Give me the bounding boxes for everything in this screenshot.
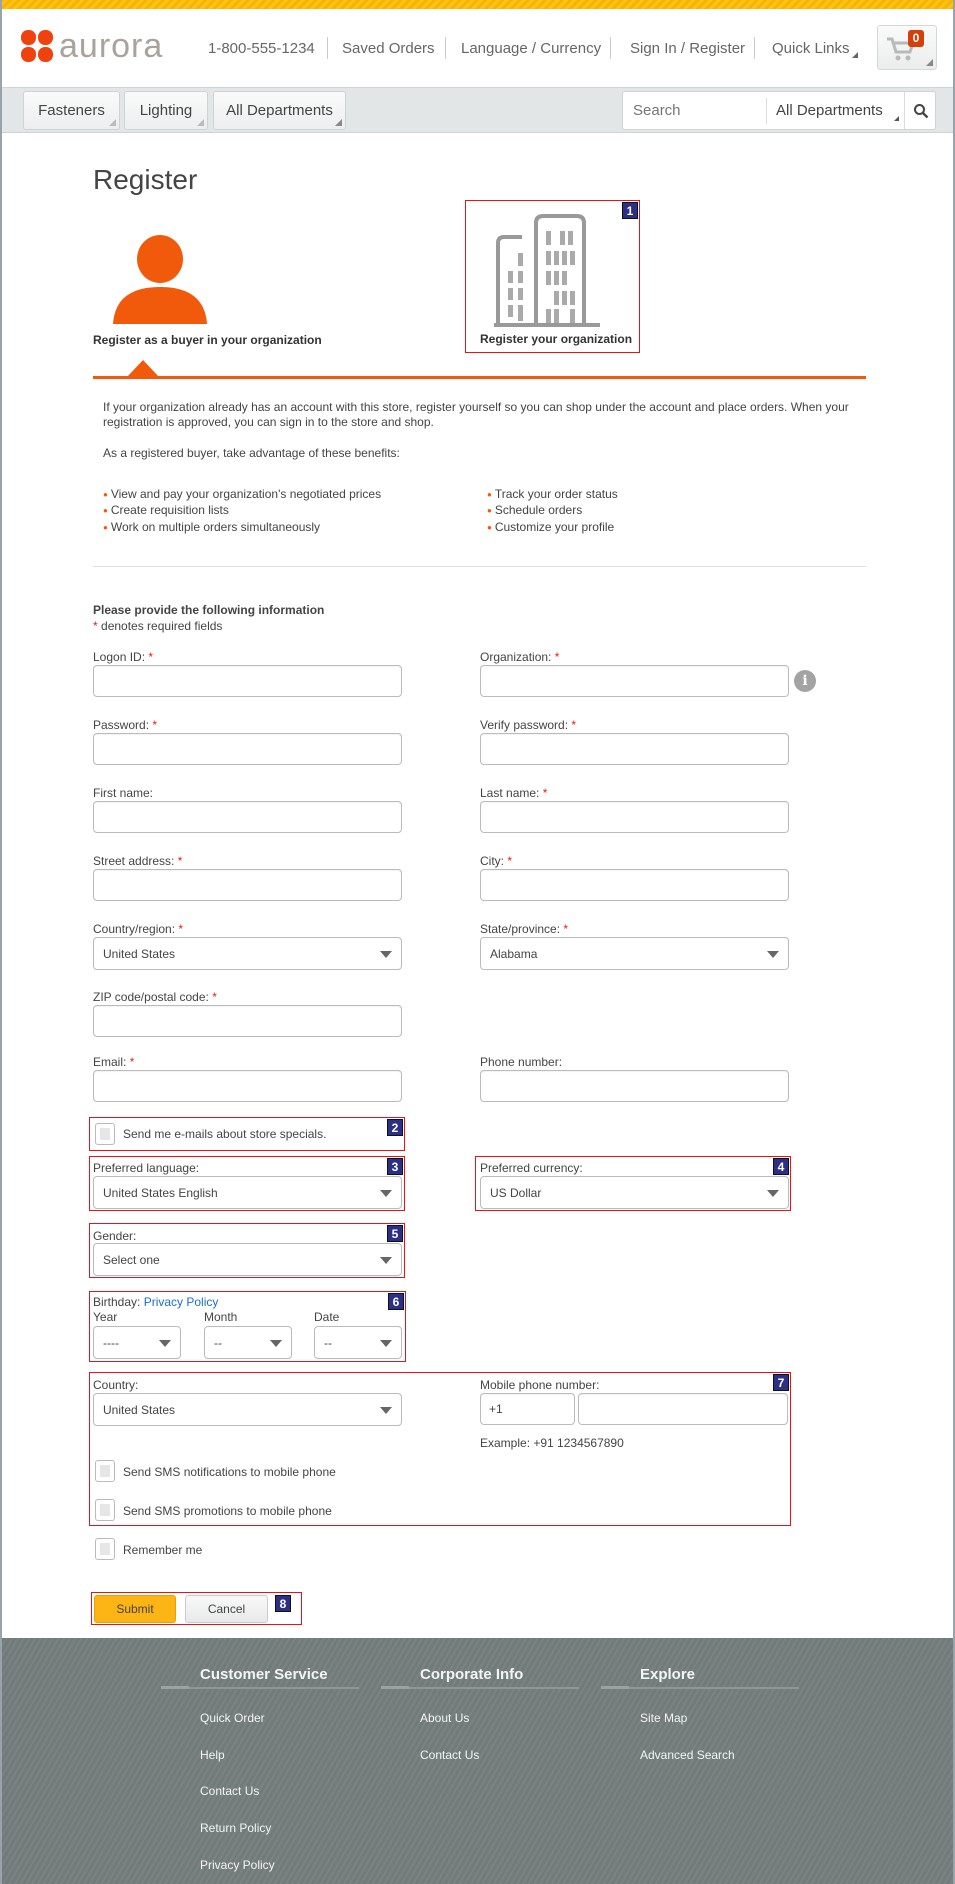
footer-divider: [601, 1687, 799, 1689]
phone-input[interactable]: [480, 1070, 789, 1102]
form-heading: Please provide the following information: [93, 603, 325, 617]
footer-link-quick-order[interactable]: Quick Order: [200, 1711, 265, 1725]
state-select[interactable]: Alabama: [480, 937, 789, 970]
street-address-label: Street address: *: [93, 854, 183, 868]
chevron-down-icon: [380, 1190, 392, 1197]
mobile-country-code-input[interactable]: [480, 1393, 575, 1425]
quick-links-caret-icon: [852, 52, 858, 58]
verify-password-label: Verify password: *: [480, 718, 577, 732]
city-input[interactable]: [480, 869, 789, 901]
caret-icon: [109, 119, 116, 126]
benefit-item: ● Schedule orders: [487, 503, 582, 517]
annotation-badge: 3: [387, 1158, 403, 1175]
register-buyer-option[interactable]: [93, 225, 333, 355]
phone-number: 1-800-555-1234: [208, 40, 315, 57]
logo-icon: [20, 29, 54, 63]
last-name-label: Last name: *: [480, 786, 548, 800]
intro-text: If your organization already has an account with this store, register yourself so you can shop under the account and place orders. When your registration is approved, you can sign in to the store and shop.: [103, 400, 849, 429]
benefit-item: ● Work on multiple orders simultaneously: [103, 520, 320, 534]
mobile-number-input[interactable]: [578, 1393, 788, 1425]
footer-link-contact-us[interactable]: Contact Us: [200, 1784, 260, 1798]
benefit-item: ● Create requisition lists: [103, 503, 229, 517]
month-select[interactable]: --: [204, 1326, 292, 1359]
footer-divider: [161, 1687, 359, 1689]
caret-icon: [894, 116, 899, 121]
last-name-input[interactable]: [480, 801, 789, 833]
organization-input[interactable]: [480, 665, 789, 697]
register-buyer-label: Register as a buyer in your organization: [93, 333, 322, 347]
divider: [754, 37, 755, 59]
quick-links-menu[interactable]: Quick Links: [772, 40, 850, 57]
saved-orders-link[interactable]: Saved Orders: [342, 40, 435, 57]
date-select[interactable]: --: [314, 1326, 402, 1359]
department-fasteners[interactable]: [23, 91, 120, 130]
year-select[interactable]: ----: [93, 1326, 181, 1359]
footer-divider: [381, 1687, 579, 1689]
sms-promotions-checkbox[interactable]: [95, 1499, 115, 1521]
section-divider: [93, 566, 866, 567]
footer-link-help[interactable]: Help: [200, 1748, 225, 1762]
footer-link-return-policy[interactable]: Return Policy: [200, 1821, 272, 1835]
register-organization-option[interactable]: [465, 200, 640, 353]
chevron-down-icon: [767, 1190, 779, 1197]
street-address-input[interactable]: [93, 869, 402, 901]
state-label: State/province: *: [480, 922, 569, 936]
country-region-label: Country/region: *: [93, 922, 184, 936]
caret-icon: [197, 119, 204, 126]
department-label: Fasteners: [38, 102, 105, 119]
building-icon: [494, 213, 602, 327]
sms-notifications-checkbox[interactable]: [95, 1460, 115, 1482]
cart-count-badge: 0: [908, 30, 924, 47]
search-input[interactable]: [623, 92, 765, 129]
search-bar: [622, 91, 936, 130]
footer-link-about-us[interactable]: About Us: [420, 1711, 470, 1725]
benefit-item: ● View and pay your organization's negotiated prices: [103, 487, 381, 501]
department-label: Lighting: [139, 102, 193, 119]
chevron-down-icon: [380, 1257, 392, 1264]
month-label: Month: [204, 1310, 238, 1324]
password-input[interactable]: [93, 733, 402, 765]
gender-select[interactable]: Select one: [93, 1243, 402, 1276]
mobile-example-text: Example: +91 1234567890: [480, 1436, 624, 1450]
organization-label: Organization: *: [480, 650, 560, 664]
annotation-badge: 4: [773, 1158, 789, 1175]
logo-text: aurora: [59, 27, 164, 65]
city-label: City: *: [480, 854, 513, 868]
divider: [766, 98, 767, 124]
chevron-down-icon: [270, 1340, 282, 1347]
remember-me-checkbox[interactable]: [95, 1538, 115, 1560]
divider: [327, 37, 328, 59]
cart-caret-icon: [926, 59, 933, 66]
caret-icon: [335, 119, 342, 126]
register-organization-label: Register your organization: [480, 332, 633, 346]
divider: [904, 92, 905, 129]
send-emails-checkbox[interactable]: [95, 1123, 115, 1145]
cart-button[interactable]: [877, 25, 937, 70]
divider: [445, 37, 446, 59]
annotation-badge: 7: [773, 1374, 789, 1391]
logon-id-label: Logon ID: *: [93, 650, 154, 664]
selected-tab-arrow: [127, 360, 159, 377]
footer-heading: Customer Service: [200, 1666, 328, 1683]
zip-label: ZIP code/postal code: *: [93, 990, 217, 1004]
year-label: Year: [93, 1310, 118, 1324]
preferred-language-label: Preferred language:: [93, 1161, 200, 1175]
person-icon: [111, 235, 209, 325]
annotation-badge: 8: [275, 1595, 291, 1612]
selected-tab-indicator: [93, 376, 866, 379]
footer-heading: Explore: [640, 1666, 696, 1683]
department-all[interactable]: [213, 91, 346, 130]
footer-heading: Corporate Info: [420, 1666, 524, 1683]
preferred-currency-label: Preferred currency:: [480, 1161, 583, 1175]
first-name-label: First name:: [93, 786, 154, 800]
annotation-badge: 1: [622, 202, 638, 219]
country-select[interactable]: United States: [93, 1393, 402, 1426]
footer-link-site-map[interactable]: Site Map: [640, 1711, 688, 1725]
chevron-down-icon: [380, 1407, 392, 1414]
chevron-down-icon: [767, 951, 779, 958]
language-currency-link[interactable]: Language / Currency: [461, 40, 602, 57]
footer-link-privacy-policy[interactable]: Privacy Policy: [200, 1858, 275, 1872]
email-label: Email: *: [93, 1055, 135, 1069]
sms-promotions-label: Send SMS promotions to mobile phone: [123, 1504, 332, 1518]
date-label: Date: [314, 1310, 340, 1324]
verify-password-input[interactable]: [480, 733, 789, 765]
preferred-language-select[interactable]: United States English: [93, 1176, 402, 1209]
department-label: All Departments: [226, 102, 333, 119]
remember-me-label: Remember me: [123, 1543, 203, 1557]
mobile-phone-label: Mobile phone number:: [480, 1378, 600, 1392]
privacy-policy-link[interactable]: Privacy Policy: [143, 1295, 219, 1309]
page-title: Register: [93, 164, 198, 195]
chevron-down-icon: [380, 1340, 392, 1347]
zip-input[interactable]: [93, 1005, 402, 1037]
send-emails-label: Send me e-mails about store specials.: [123, 1127, 327, 1141]
preferred-currency-select[interactable]: US Dollar: [480, 1176, 789, 1209]
top-accent-bar: [0, 0, 955, 9]
password-label: Password: *: [93, 718, 158, 732]
sign-in-link[interactable]: Sign In / Register: [630, 40, 746, 57]
divider: [610, 37, 611, 59]
benefit-item: ● Customize your profile: [487, 520, 614, 534]
annotation-badge: 5: [387, 1225, 403, 1242]
country-label: Country:: [93, 1378, 139, 1392]
gender-label: Gender:: [93, 1229, 137, 1243]
phone-label: Phone number:: [480, 1055, 563, 1069]
benefit-item: ● Track your order status: [487, 487, 618, 501]
first-name-input[interactable]: [93, 801, 402, 833]
logo[interactable]: [20, 28, 163, 64]
cancel-button[interactable]: Cancel: [185, 1595, 268, 1623]
email-input[interactable]: [93, 1070, 402, 1102]
required-note: * denotes required fields: [93, 619, 223, 633]
search-icon[interactable]: [913, 103, 929, 119]
chevron-down-icon: [159, 1340, 171, 1347]
logon-id-input[interactable]: [93, 665, 402, 697]
search-scope-select[interactable]: All Departments: [776, 102, 883, 119]
birthday-label: Birthday: Privacy Policy: [93, 1295, 219, 1309]
benefits-intro: As a registered buyer, take advantage of these benefits:: [103, 446, 400, 460]
chevron-down-icon: [380, 951, 392, 958]
submit-button[interactable]: Submit: [94, 1595, 176, 1623]
annotation-badge: 6: [388, 1293, 404, 1310]
footer-link-advanced-search[interactable]: Advanced Search: [640, 1748, 735, 1762]
footer-link-contact-us[interactable]: Contact Us: [420, 1748, 480, 1762]
sms-notifications-label: Send SMS notifications to mobile phone: [123, 1465, 336, 1479]
annotation-badge: 2: [387, 1119, 403, 1136]
department-lighting[interactable]: [124, 91, 208, 130]
country-region-select[interactable]: United States: [93, 937, 402, 970]
info-icon[interactable]: i: [794, 670, 816, 692]
